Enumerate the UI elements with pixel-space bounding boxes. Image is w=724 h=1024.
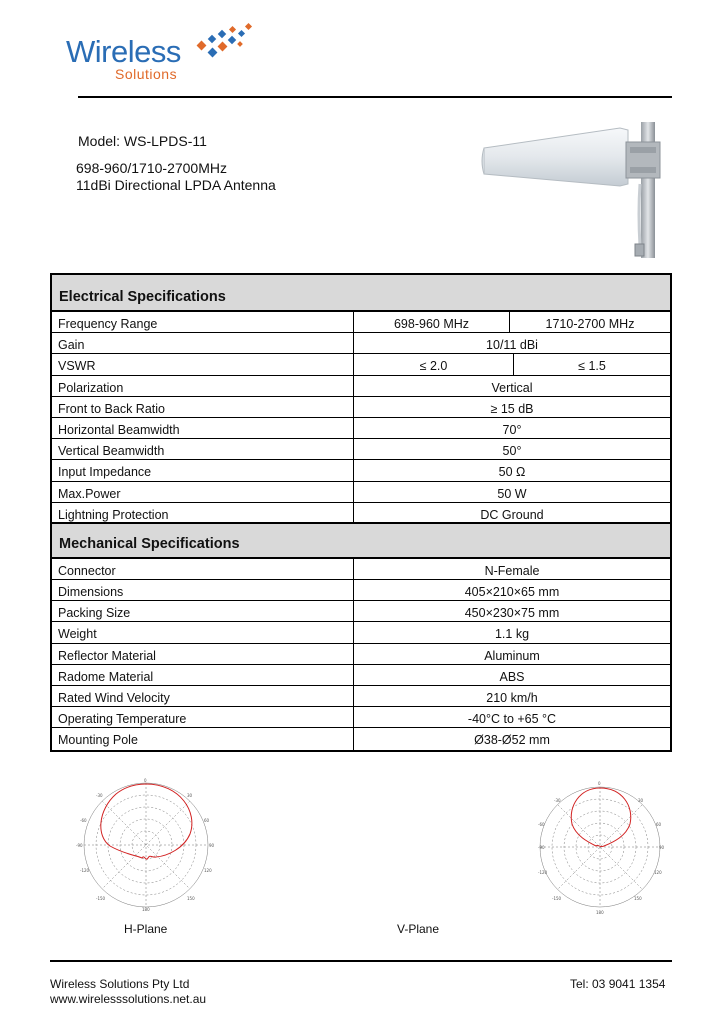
spec-row-radome-material — [52, 665, 670, 686]
spec-row-connector — [52, 559, 670, 580]
h-plane-label: H-Plane — [124, 922, 168, 936]
svg-text:90: 90 — [659, 845, 665, 850]
svg-text:150: 150 — [187, 896, 195, 901]
specifications-table — [50, 273, 672, 752]
spec-value: Aluminum — [484, 648, 540, 663]
spec-value: 50 Ω — [498, 465, 526, 480]
spec-value-high-band: ≤ 1.5 — [578, 359, 606, 374]
spec-row-front-to-back — [52, 397, 670, 418]
model-number: Model: WS-LPDS-11 — [78, 133, 207, 149]
svg-text:-150: -150 — [552, 896, 562, 901]
svg-text:0: 0 — [598, 781, 601, 786]
spec-label: Operating Temperature — [52, 707, 354, 727]
spec-label: Reflector Material — [52, 644, 354, 664]
svg-text:60: 60 — [656, 822, 662, 827]
spec-row-vertical-beamwidth — [52, 439, 670, 460]
spec-label: Gain — [52, 333, 354, 353]
product-description — [76, 160, 276, 194]
spec-label: Packing Size — [52, 601, 354, 621]
spec-value: 450×230×75 mm — [464, 606, 560, 621]
svg-text:-90: -90 — [538, 845, 545, 850]
spec-row-vswr — [52, 354, 670, 375]
spec-label: Rated Wind Velocity — [52, 686, 354, 706]
spec-value: N-Female — [484, 563, 540, 578]
svg-text:0: 0 — [144, 778, 147, 783]
svg-text:-30: -30 — [554, 798, 561, 803]
v-plane-label: V-Plane — [397, 922, 440, 936]
h-plane-pattern-plot — [76, 778, 216, 912]
spec-row-operating-temperature — [52, 707, 670, 728]
spec-label: VSWR — [52, 354, 354, 374]
spec-label: Lightning Protection — [52, 503, 354, 522]
h-plane-pattern-trace — [101, 784, 192, 859]
spec-label: Input Impedance — [52, 460, 354, 480]
spec-row-input-impedance — [52, 460, 670, 481]
spec-label: Mounting Pole — [52, 728, 354, 749]
footer-divider — [50, 960, 672, 962]
spec-value: Ø38-Ø52 mm — [474, 733, 550, 748]
svg-text:-120: -120 — [538, 870, 548, 875]
spec-value: 70° — [502, 422, 522, 437]
spec-row-packing-size — [52, 601, 670, 622]
footer-company-info — [50, 977, 206, 1007]
logo-wave-icon — [188, 22, 258, 62]
spec-label: Vertical Beamwidth — [52, 439, 354, 459]
footer-company-name: Wireless Solutions Pty Ltd — [50, 977, 190, 991]
description-line: 11dBi Directional LPDA Antenna — [76, 177, 276, 193]
antenna-product-image — [480, 118, 680, 268]
svg-text:-60: -60 — [80, 818, 87, 823]
company-logo — [66, 22, 266, 84]
spec-label: Polarization — [52, 376, 354, 396]
electrical-section-heading: Electrical Specifications — [52, 275, 670, 312]
logo-wordmark: Wireless — [66, 34, 181, 69]
svg-text:120: 120 — [204, 868, 212, 873]
spec-value: 210 km/h — [486, 691, 538, 705]
spec-label: Frequency Range — [52, 312, 354, 332]
svg-text:120: 120 — [654, 870, 662, 875]
spec-row-max-power — [52, 482, 670, 503]
svg-text:30: 30 — [187, 793, 193, 798]
v-plane-pattern-plot — [538, 778, 666, 916]
spec-label: Max.Power — [52, 482, 354, 502]
spec-value-low-band: ≤ 2.0 — [354, 354, 514, 374]
spec-value: Vertical — [491, 380, 533, 395]
svg-text:60: 60 — [204, 818, 210, 823]
spec-label: Radome Material — [52, 665, 354, 685]
spec-label: Horizontal Beamwidth — [52, 418, 354, 438]
svg-text:180: 180 — [142, 907, 150, 912]
spec-value: 1.1 kg — [494, 627, 530, 642]
spec-label: Front to Back Ratio — [52, 397, 354, 417]
spec-row-polarization — [52, 376, 670, 397]
spec-row-rated-wind-velocity — [52, 686, 670, 707]
spec-row-lightning-protection — [52, 503, 670, 524]
spec-value-high-band: 1710-2700 MHz — [545, 317, 635, 331]
logo-subtitle: Solutions — [115, 66, 178, 82]
svg-text:90: 90 — [209, 843, 215, 848]
spec-label: Weight — [52, 622, 354, 642]
spec-label: Connector — [52, 559, 354, 579]
svg-text:30: 30 — [638, 798, 644, 803]
svg-text:180: 180 — [596, 910, 604, 915]
svg-text:-120: -120 — [80, 868, 90, 873]
spec-row-reflector-material — [52, 644, 670, 665]
svg-text:-150: -150 — [96, 896, 106, 901]
mechanical-section-heading: Mechanical Specifications — [52, 524, 670, 559]
svg-text:-30: -30 — [96, 793, 103, 798]
spec-value: 50° — [502, 444, 522, 459]
spec-value: DC Ground — [480, 507, 544, 522]
footer-website-link[interactable]: www.wirelesssolutions.net.au — [50, 992, 207, 1006]
svg-text:-60: -60 — [538, 822, 545, 827]
spec-row-frequency-range — [52, 312, 670, 333]
spec-value: ≥ 15 dB — [490, 401, 534, 416]
spec-row-mounting-pole — [52, 728, 670, 749]
spec-row-weight — [52, 622, 670, 643]
spec-row-dimensions — [52, 580, 670, 601]
spec-label: Dimensions — [52, 580, 354, 600]
spec-value: 405×210×65 mm — [464, 585, 560, 600]
spec-value: 50 W — [497, 486, 527, 501]
spec-row-gain — [52, 333, 670, 354]
svg-text:-90: -90 — [76, 843, 83, 848]
footer-phone: Tel: 03 9041 1354 — [570, 977, 666, 991]
svg-text:150: 150 — [634, 896, 642, 901]
frequency-line: 698-960/1710-2700MHz — [76, 160, 227, 176]
spec-row-horizontal-beamwidth — [52, 418, 670, 439]
spec-value: 10/11 dBi — [486, 338, 538, 353]
v-plane-pattern-trace — [571, 788, 631, 847]
spec-value: -40°C to +65 °C — [467, 712, 557, 727]
spec-value: ABS — [499, 669, 525, 684]
header-divider — [78, 96, 672, 98]
spec-value-low-band: 698-960 MHz — [354, 312, 510, 332]
